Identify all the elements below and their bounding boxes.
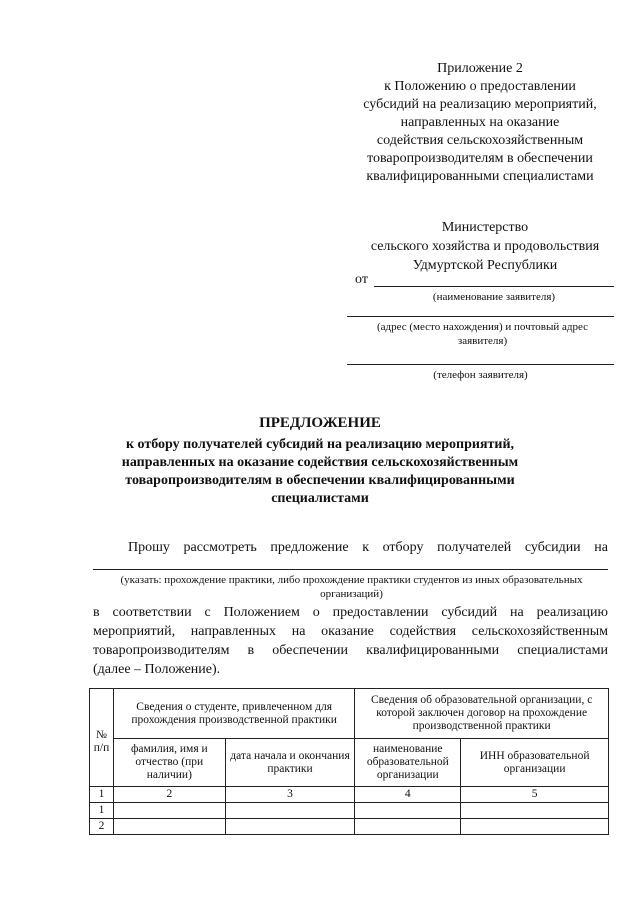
cell-dates[interactable] xyxy=(225,819,355,835)
addressee-line: Удмуртской Республики xyxy=(412,258,558,273)
addressee-line: сельского хозяйства и продовольствия xyxy=(370,239,600,254)
appendix-line: Приложение 2 xyxy=(437,61,523,76)
cell-org[interactable] xyxy=(355,803,461,819)
subtitle-line: к отбору получателей субсидий на реализацию мероприятий, xyxy=(125,437,515,452)
column-number: 2 xyxy=(113,787,225,803)
row-num: 1 xyxy=(90,803,114,819)
subtitle-line: товаропроизводителям в обеспечении квалифицированными xyxy=(125,473,515,488)
phone-line[interactable] xyxy=(347,364,614,365)
addressee-line: Министерство xyxy=(441,220,529,235)
column-number: 1 xyxy=(90,787,114,803)
column-number: 3 xyxy=(225,787,355,803)
request-text: Прошу рассмотреть предложение к отбору получателей субсидии на xyxy=(128,540,608,555)
address-line[interactable] xyxy=(347,316,614,317)
appendix-line: направленных на оказание xyxy=(400,115,560,130)
header-dates: дата начала и окончания практики xyxy=(225,739,355,787)
body-line: (далее – Положение). xyxy=(93,662,221,677)
appendix-line: квалифицированными специалистами xyxy=(366,169,594,184)
header-org-name: наименование образовательной организации xyxy=(355,739,461,787)
appendix-header xyxy=(330,60,630,186)
subtitle-line: направленных на оказание содействия сельскохозяйственным xyxy=(121,455,519,470)
header-student-group: Сведения о студенте, привлеченном для прохождения производственной практики xyxy=(113,689,354,739)
request-fill-line[interactable] xyxy=(93,569,608,570)
header-fio: фамилия, имя и отчество (при наличии) xyxy=(113,739,225,787)
cell-fio[interactable] xyxy=(113,803,225,819)
document-title: ПРЕДЛОЖЕНИЕ xyxy=(259,415,381,431)
appendix-line: товаропроизводителям в обеспечении xyxy=(367,151,593,166)
cell-org[interactable] xyxy=(355,819,461,835)
cell-fio[interactable] xyxy=(113,819,225,835)
appendix-line: субсидий на реализацию мероприятий, xyxy=(363,97,597,112)
applicant-name-caption: (наименование заявителя) xyxy=(432,291,556,303)
cell-inn[interactable] xyxy=(461,819,609,835)
table-row xyxy=(90,803,609,819)
body-line: товаропроизводителям в обеспечении квалифицированными специалистами xyxy=(93,643,608,658)
request-caption: (указать: прохождение практики, либо прохождение практики студентов из иных образовательных организаций) xyxy=(120,574,583,600)
column-number: 5 xyxy=(461,787,609,803)
body-line: мероприятий, направленных на оказание содействия сельскохозяйственным xyxy=(93,624,608,639)
applicant-name-line[interactable] xyxy=(374,286,614,287)
document-subtitle xyxy=(100,436,540,508)
address-caption: (адрес (место нахождения) и почтовый адрес заявителя) xyxy=(376,321,589,347)
phone-caption: (телефон заявителя) xyxy=(433,369,528,381)
cell-dates[interactable] xyxy=(225,803,355,819)
row-num: 2 xyxy=(90,819,114,835)
header-num: № п/п xyxy=(90,689,114,787)
appendix-line: к Положению о предоставлении xyxy=(384,79,576,94)
cell-inn[interactable] xyxy=(461,803,609,819)
table-row xyxy=(90,819,609,835)
body-line: в соответствии с Положением о предоставлении субсидий на реализацию xyxy=(93,605,608,620)
students-table xyxy=(89,688,609,835)
appendix-line: содействия сельскохозяйственным xyxy=(376,133,584,148)
subtitle-line: специалистами xyxy=(271,491,369,506)
header-org-group: Сведения об образовательной организации, с которой заключен договор на прохождение производственной практики xyxy=(355,689,609,739)
from-label: от xyxy=(355,272,368,287)
column-number: 4 xyxy=(355,787,461,803)
column-number-row xyxy=(90,787,609,803)
addressee-block xyxy=(345,218,625,275)
header-inn: ИНН образовательной организации xyxy=(461,739,609,787)
body-paragraph xyxy=(93,603,608,679)
